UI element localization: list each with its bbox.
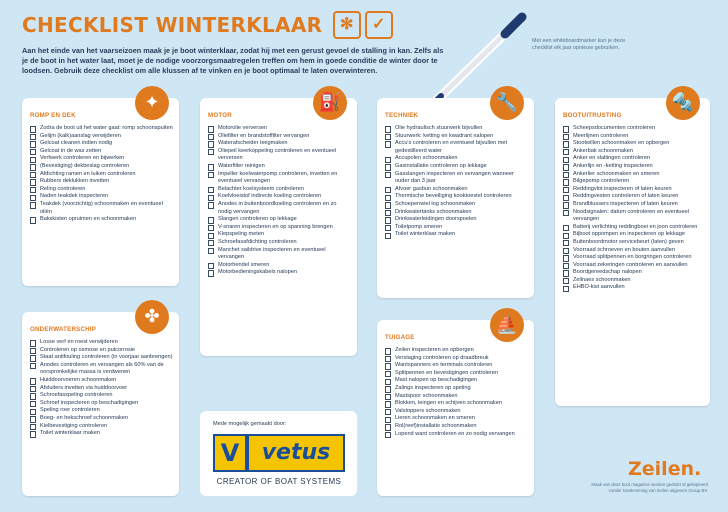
checklist-item[interactable]: Zodra de boot uit het water gaat: romp schoonspuiten <box>30 125 173 133</box>
checklist <box>30 339 173 438</box>
checklist-item[interactable]: Oliepeil keerkoppeling controleren en eventueel verversen <box>208 148 351 163</box>
sparkle-icon: ✦ <box>135 86 169 120</box>
checklist-item[interactable]: Toilet winterklaar maken <box>30 430 173 438</box>
card-onderwaterschip <box>22 306 179 496</box>
section-title: TUIGAGE <box>385 334 415 341</box>
checklist-item[interactable]: Drinkwatertanks schoonmaken <box>385 209 528 217</box>
checklist-item[interactable]: Ankerlijn en -ketting inspecteren <box>563 163 704 171</box>
checklist-item[interactable]: Kielbevestiging controleren <box>30 423 173 431</box>
intro-text: Aan het einde van het vaarseizoen maak je je boot winterklaar, zodat hij met een gerust gevoel de stalling in kan. Zelfs als je de boot in het water laat, moet je de nodige voorzorgsmaatregelen treffen om hem in goede conditie de winter door te loodsen. Gebruik deze checklist om alle klussen af te vinken en je boot optimaal te laten overwinteren. <box>22 46 444 75</box>
checkmark-icon: ✓ <box>365 11 393 39</box>
checklist-item[interactable]: Teakdek (voorzichtig) schoonmaken en eventueel oliën <box>30 201 173 216</box>
checklist-item[interactable]: Voorraad schroeven en bouten aanvullen <box>563 247 704 255</box>
checklist-item[interactable]: Wantspanners en terminals controleren <box>385 362 528 370</box>
marker-note: Met een whiteboardmarker kun je deze checklist elk jaar opnieuw gebruiken. <box>532 38 626 51</box>
checklist-item[interactable]: Lopend want controleren en zo nodig vervangen <box>385 431 528 439</box>
section-title: TECHNIEK <box>385 112 419 119</box>
checklist-item[interactable]: Voorraad splitpennen en borgringen controleren <box>563 254 704 262</box>
checklist <box>385 347 528 438</box>
checklist-item[interactable]: Gelcoat cleanen indien nodig <box>30 140 173 148</box>
checklist-item[interactable]: Brandblussers inspecteren of laten keuren <box>563 201 704 209</box>
checklist <box>208 125 351 277</box>
checklist-item[interactable]: Rubbers deklukken invetten <box>30 178 173 186</box>
zeilen-logo: Zeilen. <box>628 458 702 480</box>
checklist-item[interactable]: Scheepsdocumenten controleren <box>563 125 704 133</box>
checklist-item[interactable]: Gasslangen inspecteren en vervangen wanneer ouder dan 3 jaar <box>385 171 528 186</box>
checklist-item[interactable]: Schroefasspeling controleren <box>30 392 173 400</box>
checklist-item[interactable]: Schroefasafdichting controleren <box>208 239 351 247</box>
checklist-item[interactable]: Gelcoat in de was zetten <box>30 148 173 156</box>
checklist-item[interactable]: Motorbedieningskabels nalopen <box>208 269 351 277</box>
checklist-item[interactable]: Boordgereedschap nalopen <box>563 269 704 277</box>
checklist-item[interactable]: Accupolen schoonmaken <box>385 155 528 163</box>
checklist-item[interactable]: Waterafscheider leegmaken <box>208 140 351 148</box>
checklist-item[interactable]: Toiletpomp smeren <box>385 224 528 232</box>
bolt-icon: 🔩 <box>666 86 700 120</box>
vetus-logo-word: vetus <box>249 436 343 470</box>
checklist-item[interactable]: Stuurwerk: ketting en kwadrant nalopen <box>385 133 528 141</box>
checklist-item[interactable]: Bakskisten opruimen en schoonmaken <box>30 216 173 224</box>
section-title: BOOTUITRUSTING <box>563 112 622 119</box>
vetus-logo-letter: V <box>215 436 245 470</box>
vetus-logo <box>213 434 345 472</box>
checklist-item[interactable]: Losse verf en roest verwijderen <box>30 339 173 347</box>
checklist-item[interactable]: Toilet winterklaar maken <box>385 231 528 239</box>
checklist-item[interactable]: Motorhendel smeren <box>208 262 351 270</box>
checklist-item[interactable]: Koelvloeistof indirecte koeling controleren <box>208 193 351 201</box>
sponsor-label: Mede mogelijk gemaakt door: <box>213 421 287 427</box>
sailboat-icon: ⛵ <box>490 308 524 342</box>
checklist-item[interactable]: Ankerlier schoonmaken en smeren <box>563 171 704 179</box>
checklist-item[interactable]: V-snaren inspecteren en op spanning brengen <box>208 224 351 232</box>
section-title: ONDERWATERSCHIP <box>30 326 97 333</box>
checklist-item[interactable]: Afsluiters invetten via huiddoorvoer <box>30 385 173 393</box>
checklist-item[interactable]: Anodes controleren en vervangen als 60% van de oorspronkelijke massa is verdwenen <box>30 362 173 377</box>
checklist-item[interactable]: Batterij verlichting reddingboei en joon controleren <box>563 224 704 232</box>
checklist-item[interactable]: Controleren op osmose en putcorrosie <box>30 347 173 355</box>
oil-can-icon: ⛽ <box>313 86 347 120</box>
checklist-item[interactable]: Schroef inspecteren op beschadigingen <box>30 400 173 408</box>
checklist-item[interactable]: EHBO-kist aanvullen <box>563 284 704 292</box>
checklist-item[interactable]: (Bevestiging) dekbeslag controleren <box>30 163 173 171</box>
checklist <box>385 125 528 239</box>
checklist-item[interactable]: Anodes in buitenboordkoeling controleren en zo nodig vervangen <box>208 201 351 216</box>
checklist-item[interactable]: Valstoppers schoonmaken <box>385 408 528 416</box>
checklist-item[interactable]: Reddingvesten controleren of laten keuren <box>563 193 704 201</box>
checklist-item[interactable]: Voorraad zekeringen controleren en aanvullen <box>563 262 704 270</box>
checklist-item[interactable]: Staat antifouling controleren (in voorjaar aanbrengen) <box>30 354 173 362</box>
checklist-item[interactable]: Motorolie verversen <box>208 125 351 133</box>
checklist-item[interactable]: Mast nalopen op beschadigingen <box>385 377 528 385</box>
checklist-item[interactable]: Waterfilter reinigen <box>208 163 351 171</box>
checklist-item[interactable]: Belachter koelsysteem controleren <box>208 186 351 194</box>
checklist-item[interactable]: Meerlijnen controleren <box>563 133 704 141</box>
footer-note: Maak van deze boot magazine worden gedrukt of gekopieerd zonder toestemming van Zeilen uitgevers Group BV. <box>591 482 708 493</box>
checklist-item[interactable]: Manchet saildrive inspecteren en eventueel vervangen <box>208 247 351 262</box>
checklist-item[interactable]: Boeg- en hekschroef schoonmaken <box>30 415 173 423</box>
checklist-item[interactable]: Olie hydraulisch stuurwerk bijvullen <box>385 125 528 133</box>
checklist-item[interactable]: Ankerbak schoonmaken <box>563 148 704 156</box>
checklist-item[interactable]: Naden teakdek inspecteren <box>30 193 173 201</box>
card-tuigage <box>377 314 534 496</box>
title-icons <box>333 11 397 39</box>
checklist-item[interactable]: Reling controleren <box>30 186 173 194</box>
checklist-item[interactable]: Reddingvlot inspecteren of laten keuren <box>563 186 704 194</box>
header <box>22 10 397 40</box>
snowflake-icon: ✻ <box>333 11 361 39</box>
checklist-item[interactable]: Thermische beveiliging kooktoestel controleren <box>385 193 528 201</box>
checklist-item[interactable]: Splitpennen en bevestigingen controleren <box>385 370 528 378</box>
checklist-item[interactable]: Lieren schoonmaken en smeren <box>385 415 528 423</box>
checklist-item[interactable]: Zalings inspecteren op speling <box>385 385 528 393</box>
checklist-item[interactable]: Accu's controleren en eventueel bijvullen met gedestilleerd water <box>385 140 528 155</box>
checklist-item[interactable]: Rol(reef)installatie schoonmaken <box>385 423 528 431</box>
checklist-item[interactable]: Bilgepomp controleren <box>563 178 704 186</box>
checklist-item[interactable]: Buitenboordmotor servicebeurt (laten) geven <box>563 239 704 247</box>
checklist-item[interactable]: Verfwerk controleren en bijwerken <box>30 155 173 163</box>
checklist-item[interactable]: Zeilen inspecteren en opbergen <box>385 347 528 355</box>
sponsor-tagline: CREATOR OF BOAT SYSTEMS <box>216 477 342 486</box>
checklist-item[interactable]: Stootwillen schoonmaken en opbergen <box>563 140 704 148</box>
checklist-item[interactable]: Noodsignalen: datum controleren en eventueel vervangen <box>563 209 704 224</box>
checklist-item[interactable]: Afvoer gasbun schoonmaken <box>385 186 528 194</box>
checklist-item[interactable]: Huiddoorvoeren schoonmaken <box>30 377 173 385</box>
checklist-item[interactable]: Gelijm (kalk)aanslag verwijderen <box>30 133 173 141</box>
checklist-item[interactable]: Gasinstallatie controleren op lekkage <box>385 163 528 171</box>
checklist-item[interactable]: Anker en slaltingen controleren <box>563 155 704 163</box>
checklist-item[interactable]: Zeilnaes schoonmaken <box>563 277 704 285</box>
checklist <box>563 125 704 292</box>
checklist-item[interactable]: Mastspoor schoonmaken <box>385 393 528 401</box>
checklist-item[interactable]: Bijboot oppompen en inspecteren op lekkage <box>563 231 704 239</box>
checklist-item[interactable]: Klepspeling meten <box>208 231 351 239</box>
wrench-icon: 🔧 <box>490 86 524 120</box>
checklist-item[interactable]: Drinkwaterleidingen doorspoelen <box>385 216 528 224</box>
card-techniek <box>377 92 534 298</box>
checklist-item[interactable]: Afdichting ramen en luiken controleren <box>30 171 173 179</box>
card-motor <box>200 92 357 356</box>
checklist-item[interactable]: Blokken, leingen en schijven schoonmaken <box>385 400 528 408</box>
card-bootuitrusting <box>555 92 710 406</box>
checklist-item[interactable]: Impeller koelwaterpomp controleren, invetten en eventueel vervangen <box>208 171 351 186</box>
checklist-item[interactable]: Oliefilter en brandstoffilter vervangen <box>208 133 351 141</box>
checklist-item[interactable]: Speling roer controleren <box>30 407 173 415</box>
card-romp-en-dek <box>22 92 179 286</box>
checklist-item[interactable]: Schoepenwiel log schoonmaken <box>385 201 528 209</box>
page-title: CHECKLIST WINTERKLAAR <box>22 13 323 37</box>
sponsor-card <box>200 411 357 496</box>
checklist <box>30 125 173 224</box>
section-title: MOTOR <box>208 112 232 119</box>
checklist-item[interactable]: Verstaging controleren op draadbreuk <box>385 355 528 363</box>
section-title: ROMP EN DEK <box>30 112 76 119</box>
propeller-icon: ✤ <box>135 300 169 334</box>
checklist-item[interactable]: Slangen controleren op lekkage <box>208 216 351 224</box>
